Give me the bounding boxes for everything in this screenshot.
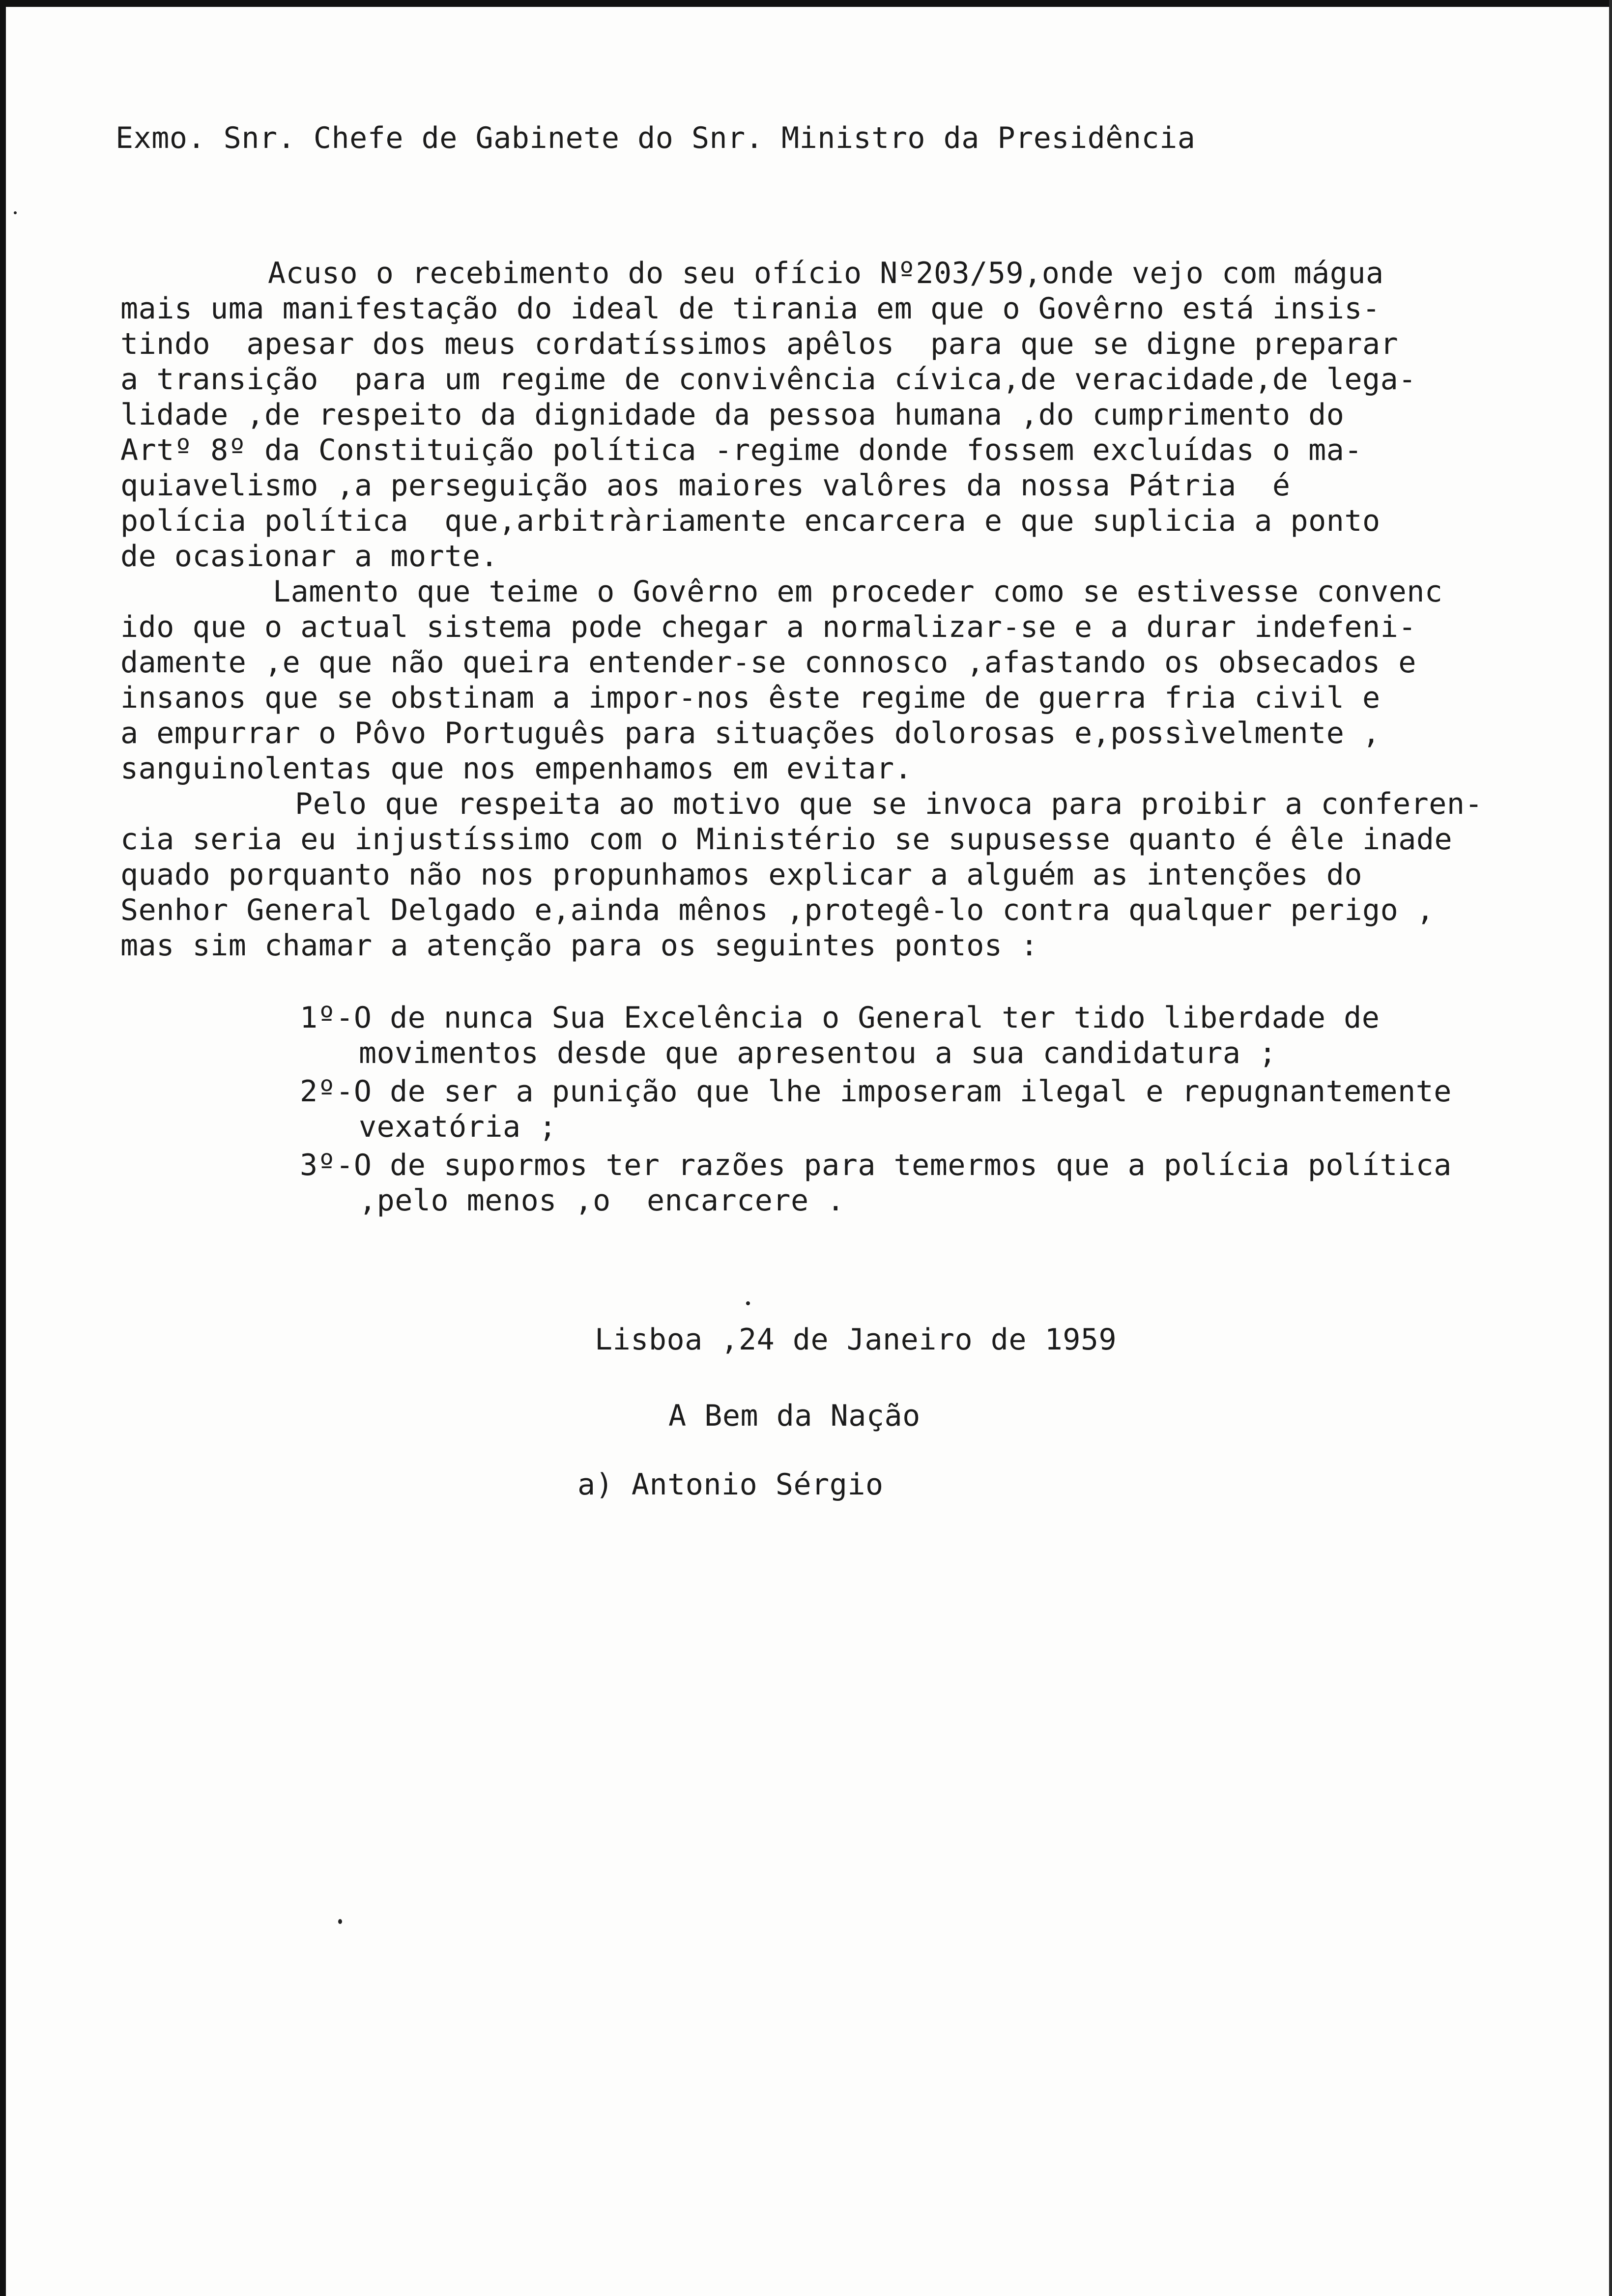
paragraph-1-line-4: a transição para um regime de convivência cívica,de veracidade,de lega- — [120, 362, 1416, 397]
paragraph-2-line-4: insanos que se obstinam a impor-nos êste regime de guerra fria civil e — [120, 681, 1381, 715]
paragraph-1-line-7: quiavelismo ,a perseguição aos maiores valôres da nossa Pátria é — [120, 468, 1291, 503]
paragraph-2-line-3: damente ,e que não queira entender-se connosco ,afastando os obsecados e — [120, 645, 1416, 680]
scan-top-edge — [0, 0, 1612, 7]
letter-addressee: Exmo. Snr. Chefe de Gabinete do Snr. Ministro da Presidência — [115, 121, 1196, 155]
closing-place-date: Lisboa ,24 de Janeiro de 1959 — [595, 1322, 1117, 1357]
closing-signature: a) Antonio Sérgio — [577, 1467, 884, 1502]
paragraph-1-line-1: Acuso o recebimento do seu ofício Nº203/59,onde vejo com mágua — [268, 256, 1384, 290]
paragraph-1-line-6: Artº 8º da Constituição política -regime donde fossem excluídas o ma- — [120, 433, 1362, 467]
paragraph-3-line-3: quado porquanto não nos propunhamos explicar a alguém as intenções do — [120, 858, 1362, 892]
paragraph-1-line-9: de ocasionar a morte. — [120, 539, 499, 574]
point-3-line-1: 3º-O de supormos ter razões para temermos que a polícia política — [300, 1148, 1452, 1182]
point-3-line-2: ,pelo menos ,o encarcere . — [359, 1183, 845, 1218]
point-1-line-1: 1º-O de nunca Sua Excelência o General ter tido liberdade de — [300, 1001, 1380, 1035]
point-2-line-2: vexatória ; — [359, 1110, 557, 1144]
paragraph-2-line-6: sanguinolentas que nos empenhamos em evitar. — [120, 751, 913, 786]
paragraph-1-line-5: lidade ,de respeito da dignidade da pessoa humana ,do cumprimento do — [120, 398, 1345, 432]
scan-speck — [338, 1919, 342, 1924]
scan-left-edge — [0, 0, 6, 2296]
paragraph-3-line-5: mas sim chamar a atenção para os seguintes pontos : — [120, 928, 1038, 963]
paragraph-2-line-1: Lamento que teime o Govêrno em proceder como se estivesse convenc — [273, 574, 1443, 609]
paragraph-3-line-4: Senhor General Delgado e,ainda mênos ,protegê-lo contra qualquer perigo , — [120, 893, 1435, 927]
paragraph-2-line-5: a empurrar o Pôvo Português para situações dolorosas e,possìvelmente , — [120, 716, 1381, 750]
paragraph-3-line-1: Pelo que respeita ao motivo que se invoca para proibir a conferen- — [295, 787, 1483, 821]
point-2-line-1: 2º-O de ser a punição que lhe imposeram ilegal e repugnantemente — [300, 1074, 1452, 1109]
scan-speck — [746, 1301, 750, 1305]
scan-speck — [14, 211, 17, 214]
paragraph-1-line-2: mais uma manifestação do ideal de tirania em que o Govêrno está insis- — [120, 291, 1381, 326]
paragraph-3-line-2: cia seria eu injustíssimo com o Ministério se supusesse quanto é êle inade — [120, 822, 1453, 857]
paragraph-1-line-8: polícia política que,arbitràriamente encarcera e que suplicia a ponto — [120, 504, 1381, 538]
closing-motto: A Bem da Nação — [668, 1399, 921, 1433]
paragraph-1-line-3: tindo apesar dos meus cordatíssimos apêlos para que se digne preparar — [120, 327, 1399, 361]
point-1-line-2: movimentos desde que apresentou a sua candidatura ; — [359, 1036, 1277, 1070]
paragraph-2-line-2: ido que o actual sistema pode chegar a normalizar-se e a durar indefeni- — [120, 610, 1416, 644]
scan-right-edge — [1609, 0, 1612, 2296]
